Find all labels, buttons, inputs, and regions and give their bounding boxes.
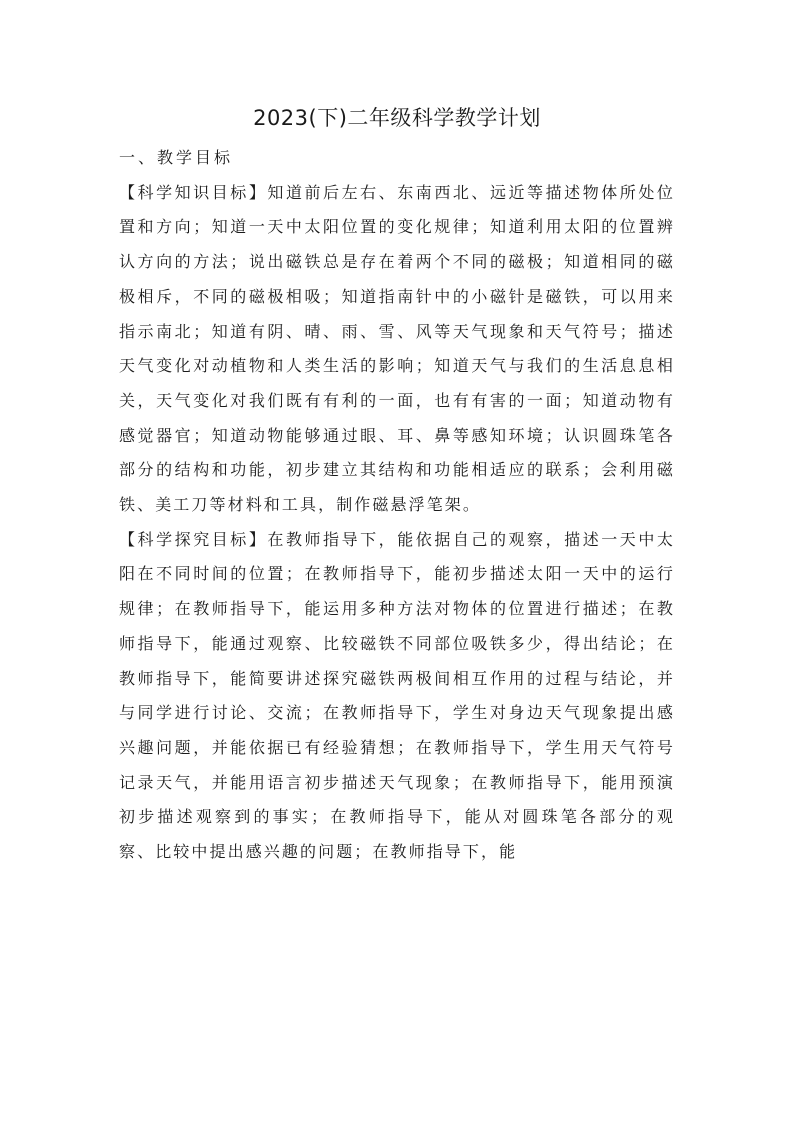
document-title: 2023(下)二年级科学教学计划 <box>253 106 541 130</box>
document-body <box>119 141 675 870</box>
paragraph-knowledge-goals <box>119 176 675 523</box>
paragraph-text: 在教师指导下，能依据自己的观察，描述一天中太阳在不同时间的位置；在教师指导下，能初步描述太阳一天中的运行规律；在教师指导下，能运用多种方法对物体的位置进行描述；在教师指导下，能通过观察、比较磁铁不同部位吸铁多少，得出结论；在教师指导下，能简要讲述探究磁铁两极间相互作用的过程与结论，并与同学进行讨论、交流；在教师指导下，学生对身边天气现象提出感兴趣问题，并能依据已有经验猜想；在教师指导下，学生用天气符号记录天气，并能用语言初步描述天气现象；在教师指导下，能用预演初步描述观察到的事实；在教师指导下，能从对圆珠笔各部分的观察、比较中提出感兴趣的问题；在教师指导下，能 <box>119 529 675 862</box>
paragraph-label: 【科学知识目标】 <box>119 182 268 202</box>
paragraph-label: 【科学探究目标】 <box>119 529 268 549</box>
section-heading: 一、教学目标 <box>119 148 234 167</box>
paragraph-inquiry-goals <box>119 523 675 870</box>
paragraph-text: 知道前后左右、东南西北、远近等描述物体所处位置和方向；知道一天中太阳位置的变化规律；知道利用太阳的位置辨认方向的方法；说出磁铁总是存在着两个不同的磁极；知道相同的磁极相斥，不同的磁极相吸；知道指南针中的小磁针是磁铁，可以用来指示南北；知道有阴、晴、雨、雪、风等天气现象和天气符号；描述天气变化对动植物和人类生活的影响；知道天气与我们的生活息息相关，天气变化对我们既有有利的一面，也有有害的一面；知道动物有感觉器官；知道动物能够通过眼、耳、鼻等感知环境；认识圆珠笔各部分的结构和功能，初步建立其结构和功能相适应的联系；会利用磁铁、美工刀等材料和工具，制作磁悬浮笔架。 <box>119 182 675 515</box>
